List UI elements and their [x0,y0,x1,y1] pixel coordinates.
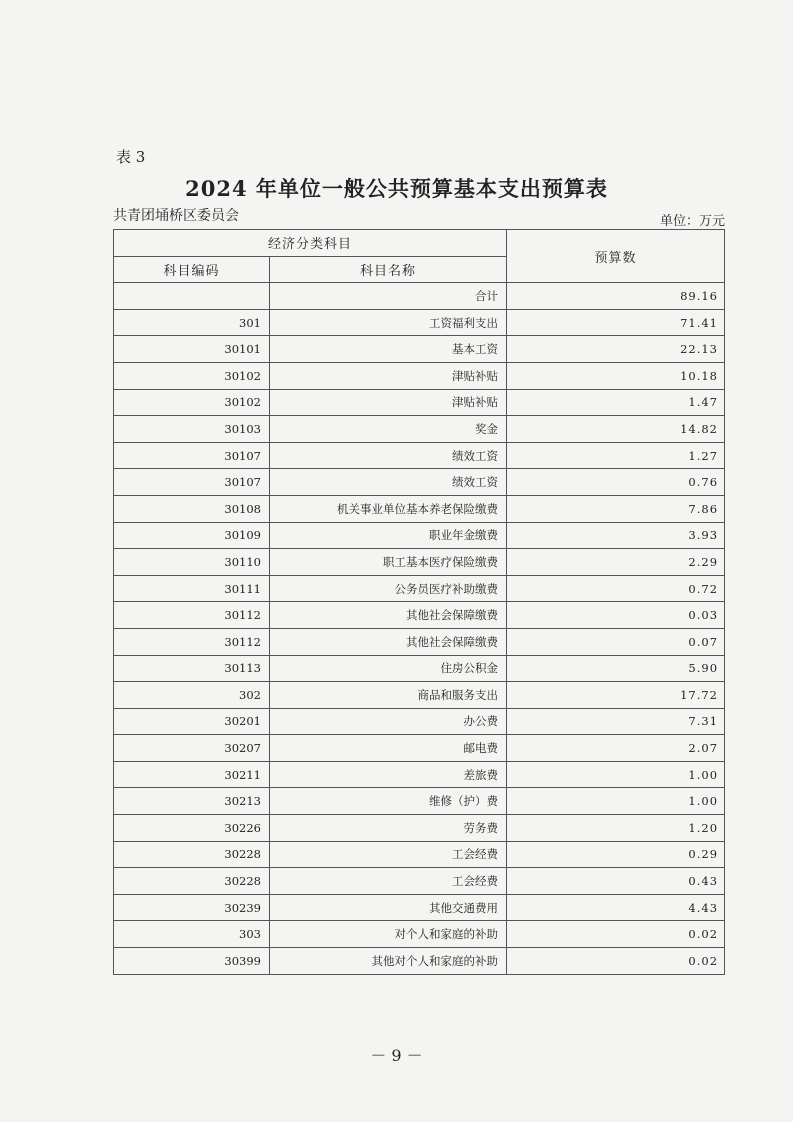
organization-name: 共青团埇桥区委员会 [113,208,239,224]
table-row [114,841,725,868]
table-row [114,894,725,921]
row-code: 30112 [114,602,270,629]
row-amount: 1.47 [507,389,725,416]
row-code: 30211 [114,761,270,788]
row-code [114,283,270,310]
row-name: 津贴补贴 [270,362,507,389]
row-code: 30239 [114,894,270,921]
table-body [114,283,725,974]
header-economic-category: 经济分类科目 [114,230,507,257]
table-row [114,442,725,469]
row-name: 维修（护）费 [270,788,507,815]
row-amount: 0.29 [507,841,725,868]
row-name: 职工基本医疗保险缴费 [270,549,507,576]
row-name: 住房公积金 [270,655,507,682]
unit-label: 单位：万元 [660,214,726,229]
row-amount: 10.18 [507,362,725,389]
row-name: 对个人和家庭的补助 [270,921,507,948]
budget-table [113,229,725,975]
table-row [114,469,725,496]
table-row [114,495,725,522]
row-name: 工会经费 [270,868,507,895]
row-amount: 22.13 [507,336,725,363]
row-name: 绩效工资 [270,442,507,469]
row-code: 30201 [114,708,270,735]
row-amount: 0.03 [507,602,725,629]
row-amount: 5.90 [507,655,725,682]
row-name: 津贴补贴 [270,389,507,416]
table-row [114,868,725,895]
table-row [114,682,725,709]
row-code: 30111 [114,575,270,602]
row-name: 工会经费 [270,841,507,868]
row-amount: 1.20 [507,815,725,842]
row-name: 其他交通费用 [270,894,507,921]
row-amount: 2.07 [507,735,725,762]
header-subject-name: 科目名称 [270,256,507,283]
row-name: 工资福利支出 [270,309,507,336]
row-amount: 7.86 [507,495,725,522]
row-amount: 14.82 [507,416,725,443]
row-amount: 71.41 [507,309,725,336]
table-row [114,549,725,576]
row-code: 30399 [114,948,270,975]
row-amount: 17.72 [507,682,725,709]
row-amount: 0.43 [507,868,725,895]
row-name: 商品和服务支出 [270,682,507,709]
row-code: 30107 [114,442,270,469]
row-amount: 0.07 [507,628,725,655]
row-name: 其他社会保障缴费 [270,628,507,655]
page-title: 2024 年单位一般公共预算基本支出预算表 [185,176,608,201]
table-row [114,761,725,788]
table-row [114,575,725,602]
row-name: 职业年金缴费 [270,522,507,549]
row-name: 基本工资 [270,336,507,363]
row-amount: 0.02 [507,948,725,975]
table-row [114,655,725,682]
row-code: 30110 [114,549,270,576]
row-amount: 0.02 [507,921,725,948]
row-code: 30108 [114,495,270,522]
table-row [114,735,725,762]
table-label: 表 3 [116,148,146,166]
table-row [114,283,725,310]
row-name: 劳务费 [270,815,507,842]
row-name: 办公费 [270,708,507,735]
row-code: 30102 [114,362,270,389]
row-code: 30207 [114,735,270,762]
row-name: 公务员医疗补助缴费 [270,575,507,602]
header-subject-code: 科目编码 [114,256,270,283]
row-name: 绩效工资 [270,469,507,496]
row-amount: 89.16 [507,283,725,310]
row-code: 301 [114,309,270,336]
table-row [114,336,725,363]
row-amount: 4.43 [507,894,725,921]
row-amount: 7.31 [507,708,725,735]
page-number: － 9 － [370,1046,423,1065]
row-name: 机关事业单位基本养老保险缴费 [270,495,507,522]
row-code: 30113 [114,655,270,682]
table-row [114,602,725,629]
row-amount: 0.72 [507,575,725,602]
row-code: 30228 [114,841,270,868]
row-code: 30228 [114,868,270,895]
row-name: 差旅费 [270,761,507,788]
row-name: 其他社会保障缴费 [270,602,507,629]
table-row [114,948,725,975]
table-row [114,416,725,443]
table-row [114,815,725,842]
row-code: 302 [114,682,270,709]
table-row [114,389,725,416]
row-code: 30107 [114,469,270,496]
row-name: 合计 [270,283,507,310]
table-row [114,708,725,735]
table-row [114,362,725,389]
row-code: 30101 [114,336,270,363]
row-name: 邮电费 [270,735,507,762]
table-row [114,628,725,655]
row-code: 30112 [114,628,270,655]
table-row [114,921,725,948]
row-code: 30109 [114,522,270,549]
row-amount: 3.93 [507,522,725,549]
row-amount: 1.27 [507,442,725,469]
row-amount: 2.29 [507,549,725,576]
table-row [114,522,725,549]
row-amount: 1.00 [507,761,725,788]
row-name: 奖金 [270,416,507,443]
row-name: 其他对个人和家庭的补助 [270,948,507,975]
row-code: 30213 [114,788,270,815]
row-code: 30102 [114,389,270,416]
row-amount: 0.76 [507,469,725,496]
table-row [114,788,725,815]
row-code: 30103 [114,416,270,443]
table-row [114,309,725,336]
row-code: 30226 [114,815,270,842]
row-amount: 1.00 [507,788,725,815]
header-budget-amount: 预算数 [507,230,725,283]
row-code: 303 [114,921,270,948]
